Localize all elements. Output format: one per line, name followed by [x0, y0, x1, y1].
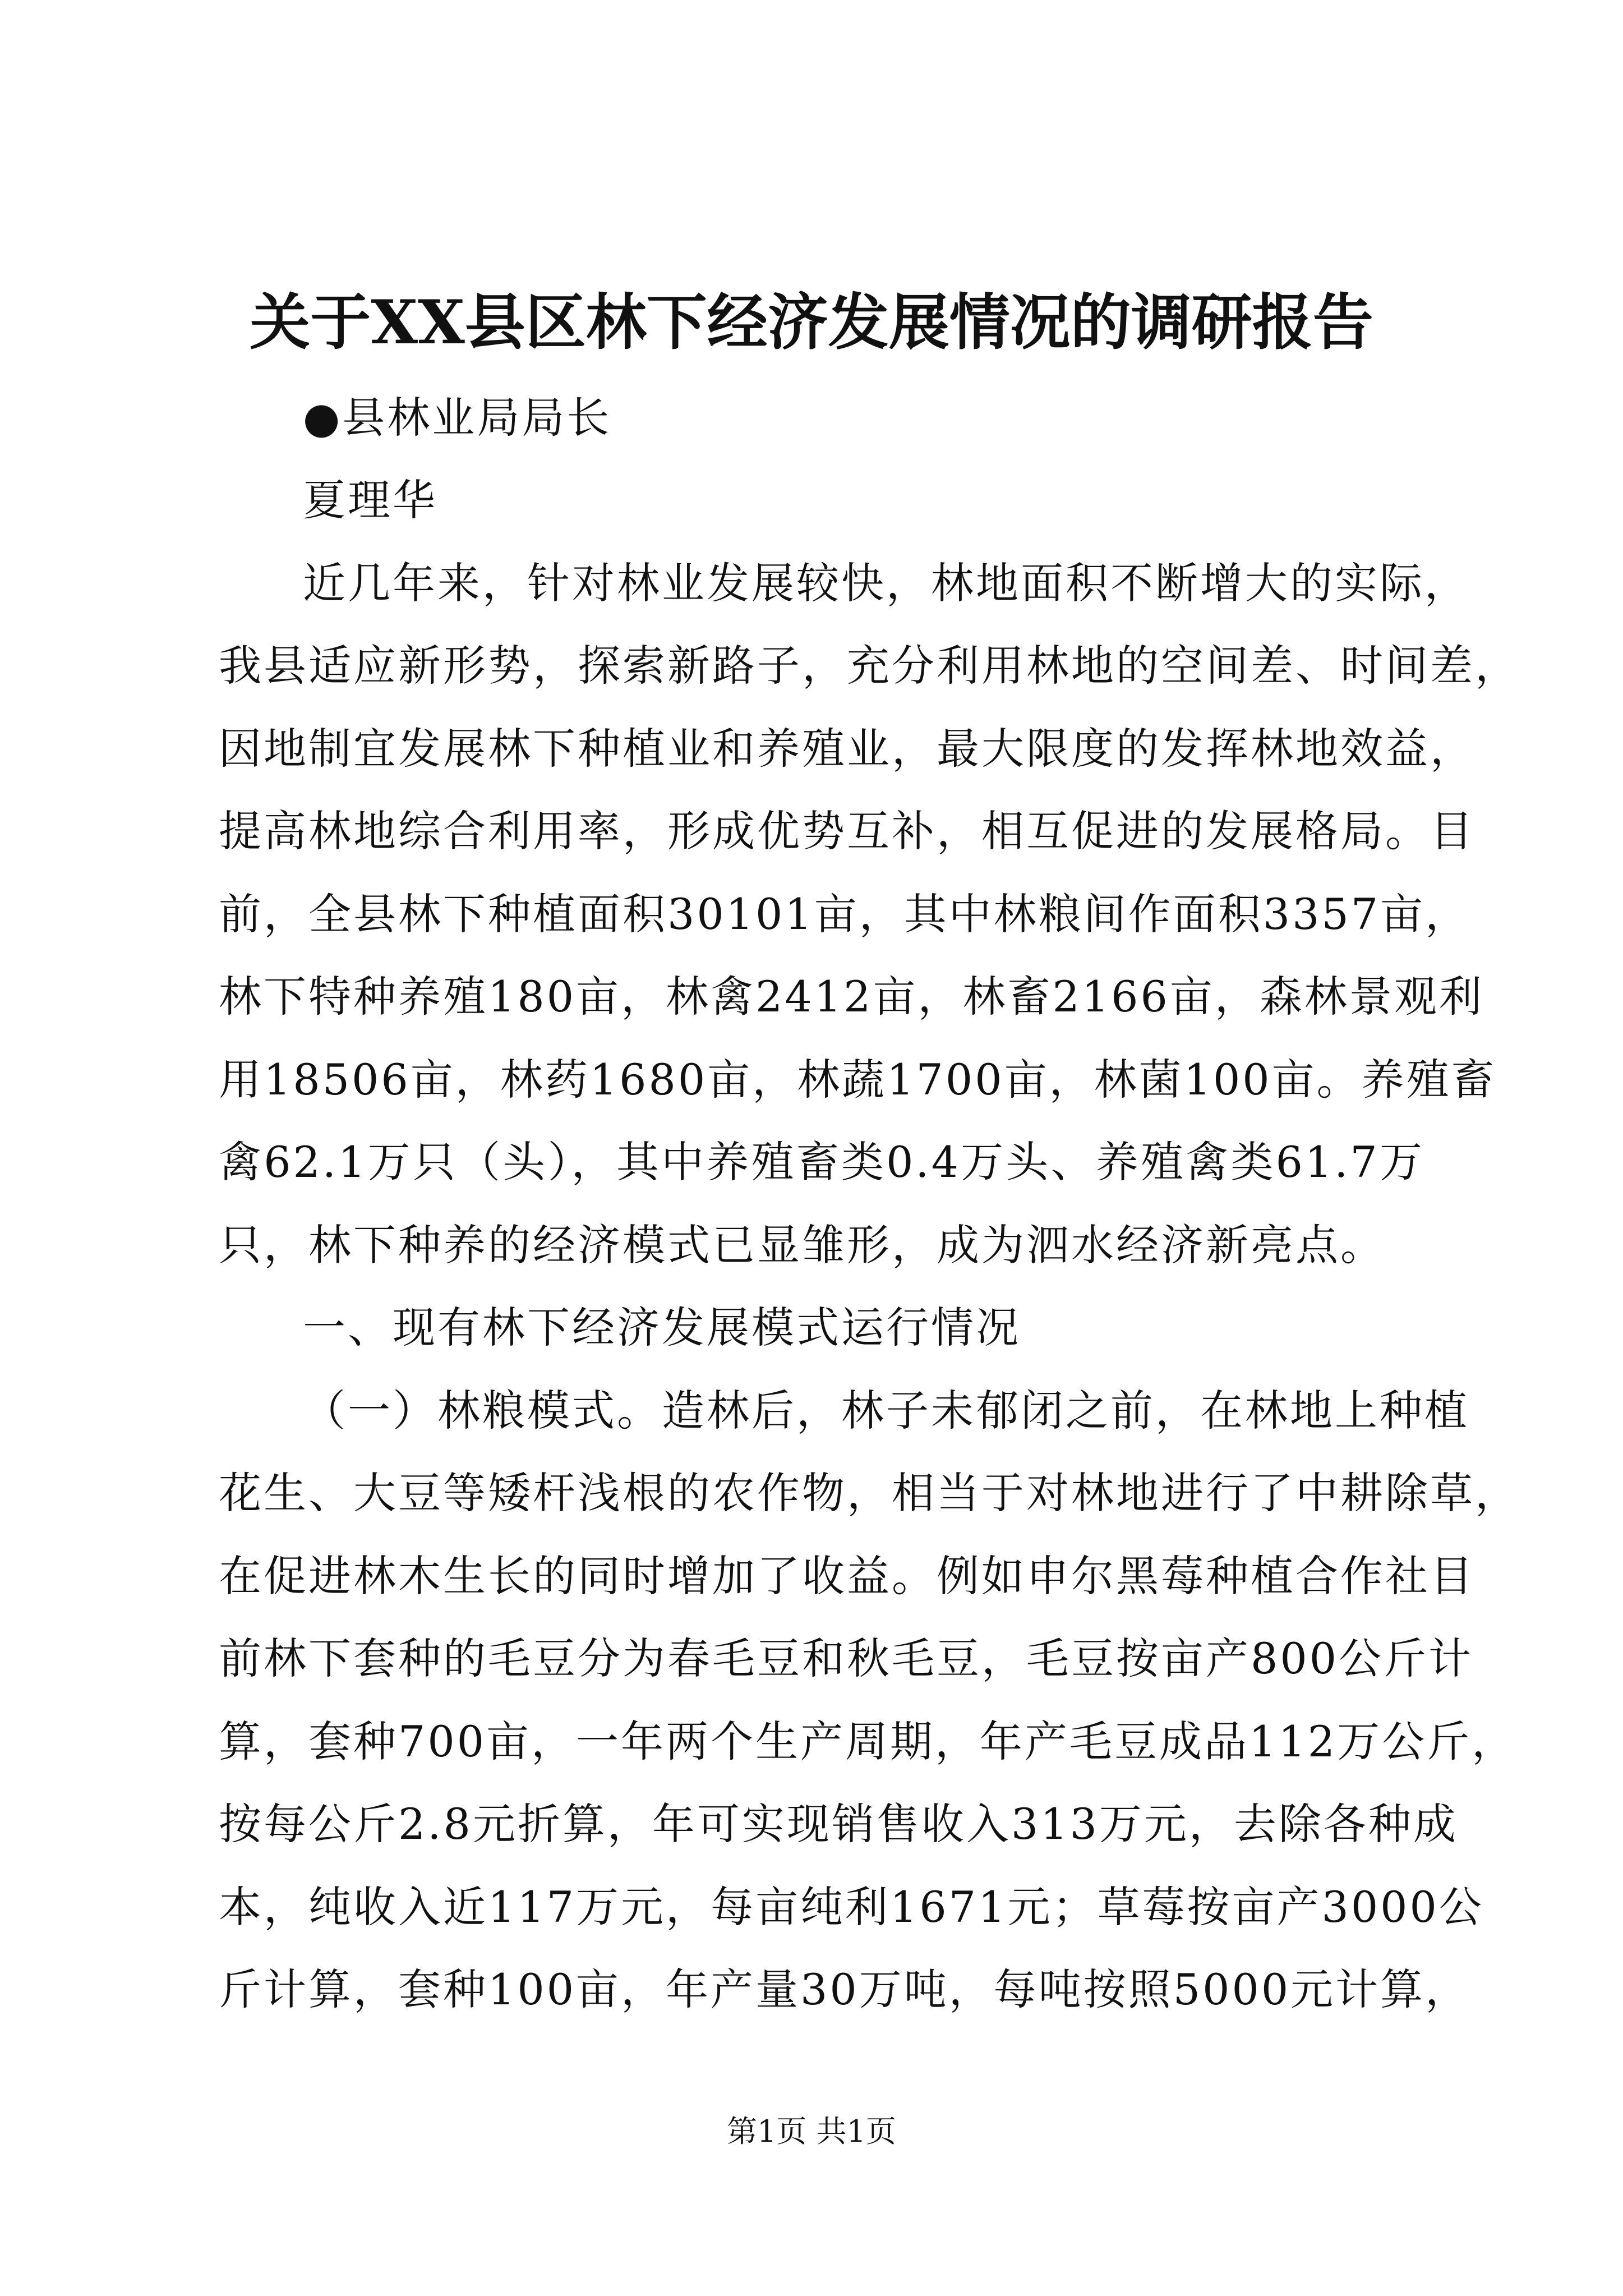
intro-line: 我县适应新形势，探索新路子，充分利用林地的空间差、时间差，: [219, 641, 1520, 691]
intro-line: 只，林下种养的经济模式已显雏形，成为泗水经济新亮点。: [219, 1220, 1385, 1270]
subsection-line: 斤计算，套种100亩，年产量30万吨，每吨按照5000元计算，: [219, 1964, 1470, 2014]
document-title: 关于XX县区林下经济发展情况的调研报告: [250, 287, 1373, 358]
intro-line: 前，全县林下种植面积30101亩，其中林粮间作面积3357亩，: [219, 889, 1470, 939]
subsection-line: 花生、大豆等矮杆浅根的农作物，相当于对林地进行了中耕除草，: [219, 1468, 1520, 1518]
subsection-line: 在促进林木生长的同时增加了收益。例如申尔黑莓种植合作社目: [219, 1551, 1475, 1601]
subsection-line: （一）林粮模式。造林后，林子未郁闭之前，在林地上种植: [303, 1386, 1469, 1435]
section-heading: 一、现有林下经济发展模式运行情况: [303, 1303, 1021, 1352]
subsection-line: 算，套种700亩，一年两个生产周期，年产毛豆成品112万公斤，: [219, 1717, 1517, 1766]
subsection-line: 按每公斤2.8元折算，年可实现销售收入313万元，去除各种成: [219, 1799, 1458, 1849]
author-role: ●县林业局局长: [303, 393, 612, 443]
intro-line: 禽62.1万只（头），其中养殖畜类0.4万头、养殖禽类61.7万: [219, 1137, 1424, 1187]
page-footer: 第1页 共1页: [727, 2114, 896, 2149]
intro-line: 林下特种养殖180亩，林禽2412亩，林畜2166亩，森林景观利: [219, 972, 1484, 1022]
intro-line: 提高林地综合利用率，形成优势互补，相互促进的发展格局。目: [219, 806, 1475, 856]
subsection-line: 本，纯收入近117万元，每亩纯利1671元；草莓按亩产3000公: [219, 1882, 1484, 1932]
intro-line: 因地制宜发展林下种植业和养殖业，最大限度的发挥林地效益，: [219, 724, 1475, 774]
intro-line: 近几年来，针对林业发展较快，林地面积不断增大的实际，: [303, 558, 1469, 608]
intro-line: 用18506亩，林药1680亩，林蔬1700亩，林菌100亩。养殖畜: [219, 1055, 1496, 1105]
author-name: 夏理华: [303, 475, 437, 525]
subsection-line: 前林下套种的毛豆分为春毛豆和秋毛豆，毛豆按亩产800公斤计: [219, 1634, 1474, 1683]
